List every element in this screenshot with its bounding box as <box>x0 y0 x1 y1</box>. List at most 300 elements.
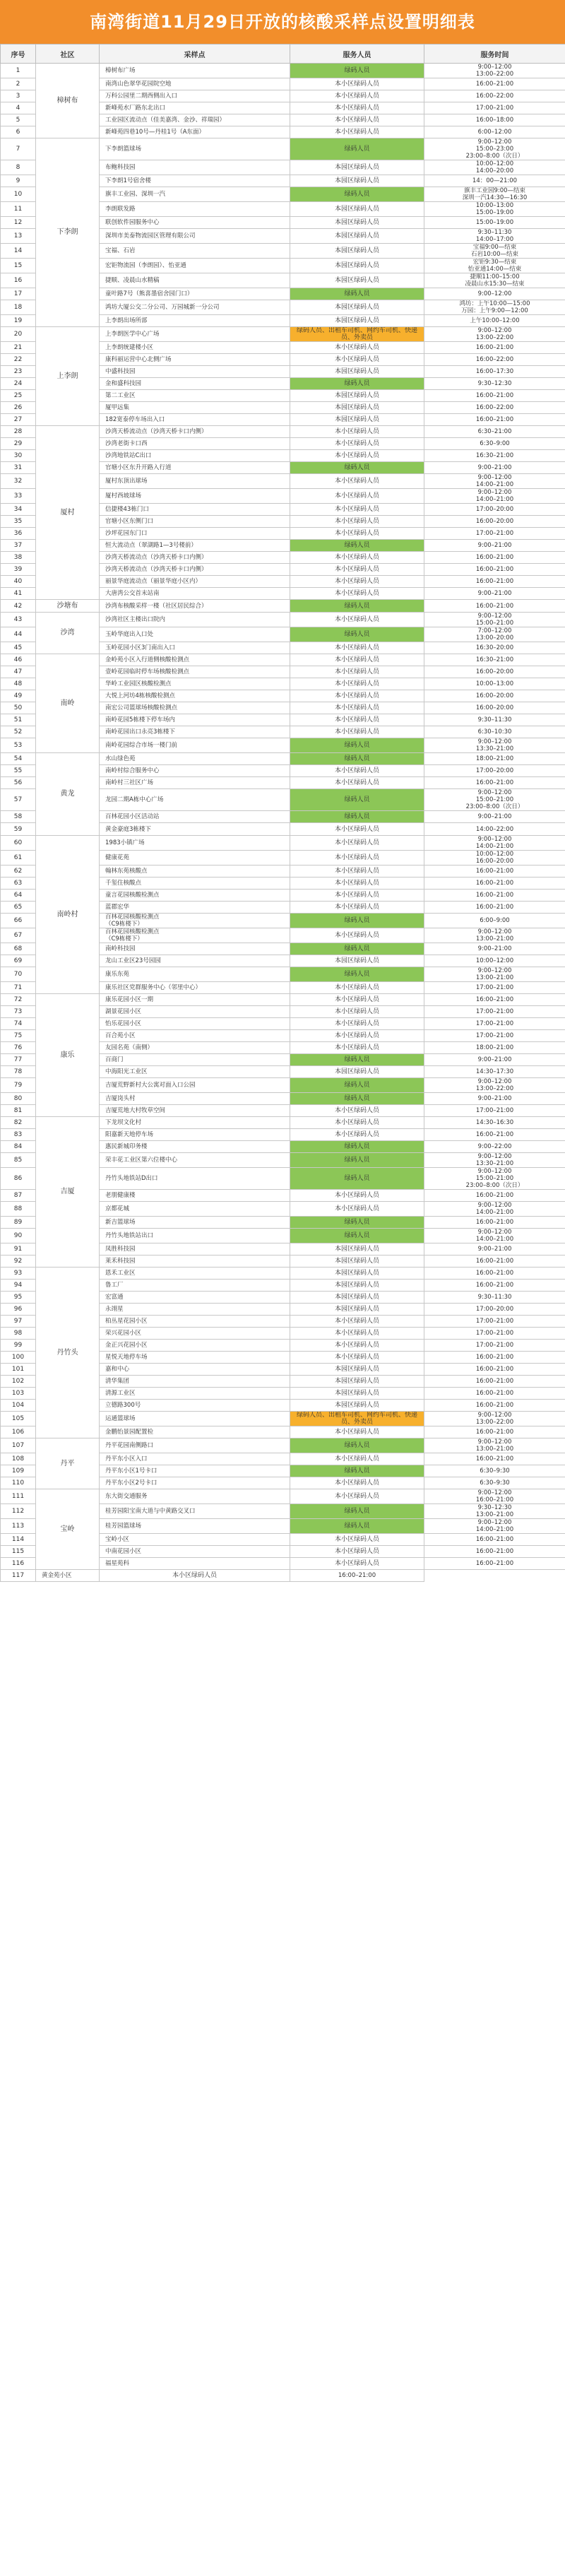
service-staff: 本小区绿码人员 <box>100 1570 290 1582</box>
site-name: 清源工业区 <box>100 1388 290 1400</box>
service-staff: 绿码人员 <box>290 1438 424 1453</box>
service-staff: 本园区绿码人员 <box>290 1376 424 1388</box>
service-staff: 本小区绿码人员 <box>290 1426 424 1438</box>
row-number: 115 <box>1 1546 36 1558</box>
table-row <box>1 654 565 666</box>
community-name: 吉厦 <box>36 1117 100 1268</box>
service-time: 17:00–21:00 <box>424 982 565 994</box>
row-number: 105 <box>1 1412 36 1426</box>
service-time: 10:00–13:00 15:00–19:00 <box>424 202 565 217</box>
service-staff: 本小区绿码人员 <box>290 690 424 702</box>
row-number: 100 <box>1 1352 36 1364</box>
site-name: 下李朗篮球场 <box>100 138 290 160</box>
site-name: 金和盛科技园 <box>100 378 290 390</box>
service-time: 9:00–12:00 14:00–21:00 <box>424 1229 565 1243</box>
site-name: 阳嘉新天地停车场 <box>100 1129 290 1141</box>
service-time: 9:00–21:00 <box>424 1243 565 1255</box>
service-staff: 本园区绿码人员 <box>290 1388 424 1400</box>
service-time: 9:00–12:00 14:00–21:00 <box>424 474 565 489</box>
service-time: 16:00–21:00 <box>424 552 565 564</box>
row-number: 66 <box>1 914 36 928</box>
row-number: 52 <box>1 726 36 738</box>
table-header-row <box>1 45 565 64</box>
service-time: 6:30–9:30 <box>424 1465 565 1477</box>
site-name: 金正兴花园小区 <box>100 1340 290 1352</box>
service-time: 16:00–21:00 <box>424 1129 565 1141</box>
service-staff: 本小区绿码人员 <box>290 528 424 540</box>
site-name: 莱禾科技园 <box>100 1255 290 1268</box>
table-row <box>1 64 565 78</box>
service-time: 16:00–21:00 <box>424 1190 565 1202</box>
site-name: 老朋健康楼 <box>100 1190 290 1202</box>
service-time: 16:00–17:30 <box>424 366 565 378</box>
service-staff: 本小区绿码人员 <box>290 1558 424 1570</box>
service-staff: 本小区绿码人员 <box>290 1453 424 1465</box>
site-name: 百合苑小区 <box>100 1030 290 1042</box>
service-time: 16:00–21:00 <box>424 902 565 914</box>
site-name: 宏钜物流园（李朗园）、怡亚通 <box>100 259 290 273</box>
site-name: 捷顺、凌晨山水精稿 <box>100 273 290 288</box>
service-staff: 本园区绿码人员 <box>290 366 424 378</box>
service-time: 16:00–21:00 <box>424 1453 565 1465</box>
site-name: 丹平东小区1号卡口 <box>100 1465 290 1477</box>
site-name: 大悦上河坊4栋核酸检测点 <box>100 690 290 702</box>
site-name: 厦村西坡球场 <box>100 489 290 504</box>
site-name: 沙湾布核酸采样一楼（社区居民综合） <box>100 600 290 613</box>
row-number: 19 <box>1 315 36 327</box>
row-number: 107 <box>1 1438 36 1453</box>
table-row <box>1 1489 565 1504</box>
header-staff: 服务人员 <box>290 45 424 64</box>
service-time: 9:00–12:00 16:00–21:00 <box>424 1489 565 1504</box>
site-name: 黄金苑小区 <box>36 1570 100 1582</box>
row-number: 109 <box>1 1465 36 1477</box>
service-time: 17:00–21:00 <box>424 1018 565 1030</box>
service-time: 16:00–21:00 <box>424 1352 565 1364</box>
service-staff: 本小区绿码人员 <box>290 1534 424 1546</box>
service-staff: 本小区绿码人员 <box>290 982 424 994</box>
service-time: 9:00–21:00 <box>424 540 565 552</box>
site-name: 南岭科技园 <box>100 943 290 955</box>
row-number: 59 <box>1 823 36 836</box>
community-name: 樟树布 <box>36 64 100 138</box>
table-row <box>1 600 565 613</box>
row-number: 65 <box>1 902 36 914</box>
row-number: 104 <box>1 1400 36 1412</box>
site-name: 黄金豪庭3栋楼下 <box>100 823 290 836</box>
service-time: 14:30–17:30 <box>424 1066 565 1078</box>
community-name: 南岭 <box>36 654 100 753</box>
row-number: 53 <box>1 738 36 753</box>
service-staff: 绿码人员 <box>290 64 424 78</box>
row-number: 40 <box>1 576 36 588</box>
table-row <box>1 753 565 765</box>
service-time: 15:00–19:00 <box>424 217 565 229</box>
service-staff: 绿码人员 <box>290 378 424 390</box>
service-staff: 本园区绿码人员 <box>290 202 424 217</box>
service-staff: 绿码人员 <box>290 187 424 202</box>
service-time: 16:00–20:00 <box>424 702 565 714</box>
row-number: 61 <box>1 851 36 865</box>
service-staff: 本小区绿码人员 <box>290 474 424 489</box>
service-time: 9:00–12:00 13:00–22:00 <box>424 64 565 78</box>
row-number: 54 <box>1 753 36 765</box>
row-number: 78 <box>1 1066 36 1078</box>
service-time: 17:00–21:00 <box>424 1030 565 1042</box>
site-name: 桂芳园阳宝南大道与中黄路交叉口 <box>100 1504 290 1519</box>
service-time: 16:00–21:00 <box>424 994 565 1006</box>
service-time: 17:00–20:00 <box>424 1304 565 1316</box>
service-staff: 本园区绿码人员 <box>290 1364 424 1376</box>
site-name: 清华集团 <box>100 1376 290 1388</box>
service-time: 16:00–20:00 <box>424 666 565 678</box>
service-staff: 本小区绿码人员 <box>290 576 424 588</box>
service-staff: 本园区绿码人员 <box>290 1292 424 1304</box>
row-number: 83 <box>1 1129 36 1141</box>
service-staff: 本小区绿码人员 <box>290 552 424 564</box>
community-name: 下李朗 <box>36 138 100 327</box>
site-name: 康科丽运营中心北侧广场 <box>100 354 290 366</box>
service-staff: 绿码人员 <box>290 627 424 642</box>
service-time: 16:00–21:00 <box>424 1534 565 1546</box>
community-name: 丹平 <box>36 1438 100 1489</box>
service-staff: 本小区绿码人员 <box>290 1030 424 1042</box>
row-number: 46 <box>1 654 36 666</box>
community-name: 上李朗 <box>36 327 100 426</box>
site-name: 恩禾工业区 <box>100 1268 290 1280</box>
row-number: 84 <box>1 1141 36 1153</box>
service-time: 9:30–11:30 <box>424 714 565 726</box>
service-time: 捷顺11:00–15:00 凌晨山水15:30—结束 <box>424 273 565 288</box>
row-number: 81 <box>1 1105 36 1117</box>
service-time: 17:00–20:00 <box>424 765 565 777</box>
site-name: 厦甲远集 <box>100 402 290 414</box>
site-name: 京都花城 <box>100 1202 290 1217</box>
site-name: 壹岭花园临时停车场核酸检测点 <box>100 666 290 678</box>
service-time: 10:00–12:00 14:00–20:00 <box>424 160 565 175</box>
service-staff: 本小区绿码人员 <box>290 878 424 890</box>
service-staff: 绿码人员 <box>290 1168 424 1190</box>
service-time: 6:30–9:00 <box>424 438 565 450</box>
row-number: 57 <box>1 789 36 811</box>
site-name: 东大街交通服务 <box>100 1489 290 1504</box>
service-time: 9:00–21:00 <box>424 1054 565 1066</box>
service-staff: 本小区绿码人员 <box>290 851 424 865</box>
row-number: 38 <box>1 552 36 564</box>
site-name: 华岭工业园区核酸检测点 <box>100 678 290 690</box>
row-number: 68 <box>1 943 36 955</box>
row-number: 94 <box>1 1280 36 1292</box>
service-staff: 本小区绿码人员 <box>290 1328 424 1340</box>
site-name: 翰林东苑核酸点 <box>100 865 290 878</box>
service-staff: 本小区绿码人员 <box>290 102 424 114</box>
service-staff: 本小区绿码人员 <box>290 450 424 462</box>
service-time: 16:00–21:00 <box>424 1400 565 1412</box>
site-name: 金鹏怡景园配置检 <box>100 1426 290 1438</box>
site-name: 健康花苑 <box>100 851 290 865</box>
service-staff: 绿码人员 <box>290 1465 424 1477</box>
site-name: 官塘小区东升开路入行道 <box>100 462 290 474</box>
service-time: 16:00–21:00 <box>424 890 565 902</box>
site-name: 厦村东顶出球场 <box>100 474 290 489</box>
site-name: 上李朗出场所部 <box>100 315 290 327</box>
row-number: 26 <box>1 402 36 414</box>
row-number: 80 <box>1 1093 36 1105</box>
row-number: 99 <box>1 1340 36 1352</box>
service-staff: 本小区绿码人员 <box>290 1117 424 1129</box>
row-number: 39 <box>1 564 36 576</box>
service-staff: 本小区绿码人员 <box>290 823 424 836</box>
row-number: 64 <box>1 890 36 902</box>
service-staff: 本小区绿码人员 <box>290 1190 424 1202</box>
service-time: 9:00–12:00 15:00–23:00 23:00–8:00（次日） <box>424 138 565 160</box>
service-staff: 绿码人员、出租车司机、网约车司机、快递员、外卖员 <box>290 1412 424 1426</box>
service-time: 鸿坊：上午10:00—15:00 万园：上午9:00—12:00 <box>424 300 565 315</box>
service-staff: 绿码人员 <box>290 943 424 955</box>
row-number: 62 <box>1 865 36 878</box>
site-name: 中海阳光工业区 <box>100 1066 290 1078</box>
row-number: 42 <box>1 600 36 613</box>
community-name: 厦村 <box>36 426 100 600</box>
service-staff: 绿码人员 <box>290 914 424 928</box>
site-name: 沙湾天桥流动点（沙湾天桥卡口内侧） <box>100 564 290 576</box>
service-time: 16:00–21:00 <box>424 342 565 354</box>
row-number: 44 <box>1 627 36 642</box>
service-staff: 绿码人员 <box>290 1504 424 1519</box>
service-staff: 绿码人员 <box>290 789 424 811</box>
site-name: 南宏公司篮球场核酸检测点 <box>100 702 290 714</box>
row-number: 2 <box>1 78 36 90</box>
service-staff: 本园区绿码人员 <box>290 402 424 414</box>
site-name: 康乐社区党群服务中心（邻里中心） <box>100 982 290 994</box>
row-number: 32 <box>1 474 36 489</box>
table-row <box>1 1438 565 1453</box>
row-number: 48 <box>1 678 36 690</box>
site-name: 柏丛星花园小区 <box>100 1316 290 1328</box>
site-name: 官塘小区东侧门口 <box>100 516 290 528</box>
service-staff: 本小区绿码人员 <box>290 890 424 902</box>
site-name: 下龙坝文化村 <box>100 1117 290 1129</box>
site-name: 恒大流动点（翠湖路1—3号楼前） <box>100 540 290 552</box>
service-time: 10:00–12:00 <box>424 955 565 967</box>
service-staff: 本小区绿码人员 <box>290 438 424 450</box>
service-time: 16:00–21:00 <box>424 564 565 576</box>
site-name: 龙山工业区23号园园 <box>100 955 290 967</box>
service-time: 16:00–21:00 <box>424 777 565 789</box>
service-time: 9:30–11:30 <box>424 1292 565 1304</box>
table-row <box>1 836 565 851</box>
row-number: 112 <box>1 1504 36 1519</box>
site-name: 丹竹头地铁站出口 <box>100 1229 290 1243</box>
site-name: 康乐东苑 <box>100 967 290 982</box>
site-name: 中南花园小区 <box>100 1546 290 1558</box>
service-time: 9:00–12:00 14:00–21:00 <box>424 836 565 851</box>
service-time: 16:00–21:00 <box>424 576 565 588</box>
site-name: 吉厦荒野新村大公寓对面入口公园 <box>100 1078 290 1093</box>
site-name: 1983小镇广场 <box>100 836 290 851</box>
site-name: 南湾山色翠华花园院空地 <box>100 78 290 90</box>
service-staff: 本小区绿码人员 <box>290 1129 424 1141</box>
community-name: 丹竹头 <box>36 1268 100 1438</box>
service-time: 18:00–21:00 <box>424 1042 565 1054</box>
community-name: 黄龙 <box>36 753 100 836</box>
site-name: 金岭苑小区入行道侧核酸检测点 <box>100 654 290 666</box>
row-number: 101 <box>1 1364 36 1376</box>
service-time: 17:00–21:00 <box>424 1006 565 1018</box>
site-name: 丽景华庭流动点（丽景华庭小区内） <box>100 576 290 588</box>
row-number: 9 <box>1 175 36 187</box>
service-time: 16:30–20:00 <box>424 642 565 654</box>
row-number: 30 <box>1 450 36 462</box>
service-staff: 绿码人员 <box>290 540 424 552</box>
service-time: 14:30–16:30 <box>424 1117 565 1129</box>
service-time: 16:00–21:00 <box>424 1280 565 1292</box>
community-name: 南岭村 <box>36 836 100 994</box>
row-number: 15 <box>1 259 36 273</box>
service-staff: 本园区绿码人员 <box>290 259 424 273</box>
row-number: 33 <box>1 489 36 504</box>
service-time: 16:00–21:00 <box>424 414 565 426</box>
row-number: 93 <box>1 1268 36 1280</box>
community-name: 宝岭 <box>36 1489 100 1570</box>
service-time: 17:00–21:00 <box>424 102 565 114</box>
service-staff: 本小区绿码人员 <box>290 1316 424 1328</box>
service-staff: 本小区绿码人员 <box>290 1489 424 1504</box>
row-number: 24 <box>1 378 36 390</box>
community-name: 沙塘布 <box>36 600 100 613</box>
row-number: 43 <box>1 613 36 627</box>
site-name: 万科公园里二期西侧出入口 <box>100 90 290 102</box>
service-staff: 本园区绿码人员 <box>290 273 424 288</box>
service-staff: 本小区绿码人员 <box>290 726 424 738</box>
service-time: 16:00–21:00 <box>424 1546 565 1558</box>
service-staff: 绿码人员 <box>290 600 424 613</box>
row-number: 113 <box>1 1519 36 1534</box>
site-name: 百林花园核酸检测点 （C9栋楼下） <box>100 928 290 943</box>
site-name: 鸿坊大厦公交二分公司、万园城新一分公司 <box>100 300 290 315</box>
service-time: 9:00–12:00 13:00–21:00 <box>424 1438 565 1453</box>
service-staff: 本园区绿码人员 <box>290 1066 424 1078</box>
header-site: 采样点 <box>100 45 290 64</box>
site-name: 丹平东小区2号卡口 <box>100 1477 290 1489</box>
site-name: 李朗联发路 <box>100 202 290 217</box>
row-number: 116 <box>1 1558 36 1570</box>
row-number: 6 <box>1 126 36 138</box>
service-staff: 本小区绿码人员 <box>290 564 424 576</box>
service-time: 9:00–21:00 <box>424 1093 565 1105</box>
service-staff: 本小区绿码人员 <box>290 1352 424 1364</box>
site-name: 182宽泰停车场出入口 <box>100 414 290 426</box>
service-staff: 绿码人员 <box>290 1093 424 1105</box>
service-time: 17:00–21:00 <box>424 1328 565 1340</box>
row-number: 63 <box>1 878 36 890</box>
row-number: 103 <box>1 1388 36 1400</box>
site-name: 湖景花园小区 <box>100 1006 290 1018</box>
sampling-sites-table <box>0 44 565 1582</box>
row-number: 72 <box>1 994 36 1006</box>
site-name: 联创软件园服务中心 <box>100 217 290 229</box>
row-number: 16 <box>1 273 36 288</box>
row-number: 5 <box>1 114 36 126</box>
service-time: 10:00–13:00 <box>424 678 565 690</box>
service-staff: 本园区绿码人员 <box>290 414 424 426</box>
service-time: 6:30–21:00 <box>424 426 565 438</box>
table-row <box>1 1268 565 1280</box>
row-number: 58 <box>1 811 36 823</box>
service-staff: 本小区绿码人员 <box>290 765 424 777</box>
site-name: 鲁工厂 <box>100 1280 290 1292</box>
service-staff: 本园区绿码人员 <box>290 217 424 229</box>
site-name: 沙湾天桥流动点（沙湾天桥卡口内侧） <box>100 426 290 438</box>
service-staff: 本园区绿码人员 <box>290 1243 424 1255</box>
service-time: 9:30–11:30 14:00–17:00 <box>424 229 565 244</box>
service-staff: 本小区绿码人员 <box>290 78 424 90</box>
row-number: 17 <box>1 288 36 300</box>
row-number: 22 <box>1 354 36 366</box>
row-number: 95 <box>1 1292 36 1304</box>
service-staff: 本小区绿码人员 <box>290 777 424 789</box>
table-row <box>1 426 565 438</box>
service-time: 宏钜9:30—结束 怡亚通14:00—结束 <box>424 259 565 273</box>
site-name: 丹平东小区入口 <box>100 1453 290 1465</box>
table-row <box>1 1117 565 1129</box>
service-time: 17:00–21:00 <box>424 528 565 540</box>
service-time: 16:00–21:00 <box>424 600 565 613</box>
site-name: 大唐湾公交首末站南 <box>100 588 290 600</box>
table-row <box>1 138 565 160</box>
service-time: 9:00–21:00 <box>424 943 565 955</box>
site-name: 沙湾地铁站C出口 <box>100 450 290 462</box>
row-number: 12 <box>1 217 36 229</box>
site-name: 百林花园核酸检测点 （C9栋楼下） <box>100 914 290 928</box>
service-staff: 绿码人员、出租车司机、网约车司机、快递员、外卖员 <box>290 327 424 342</box>
service-staff: 绿码人员 <box>290 1141 424 1153</box>
service-time: 9:00–12:00 13:30–21:00 <box>424 738 565 753</box>
row-number: 41 <box>1 588 36 600</box>
row-number: 70 <box>1 967 36 982</box>
row-number: 10 <box>1 187 36 202</box>
site-name: 南岭花园5栋楼下停车场内 <box>100 714 290 726</box>
site-name: 宏富通 <box>100 1292 290 1304</box>
service-time: 16:00–22:00 <box>424 402 565 414</box>
service-time: 16:00–21:00 <box>424 78 565 90</box>
header-community: 社区 <box>36 45 100 64</box>
row-number: 85 <box>1 1153 36 1168</box>
site-name: 星悦天地停车场 <box>100 1352 290 1364</box>
community-name: 康乐 <box>36 994 100 1117</box>
service-time: 9:00–12:00 15:00–21:00 <box>424 613 565 627</box>
site-name: 永翊星 <box>100 1304 290 1316</box>
service-staff: 本小区绿码人员 <box>290 1477 424 1489</box>
site-name: 工业园区流动点（佳美嘉湾、金沙、祥瑞园） <box>100 114 290 126</box>
row-number: 37 <box>1 540 36 552</box>
site-name: 蓝郡宏华 <box>100 902 290 914</box>
site-name: 玉岭华庭出入口处 <box>100 627 290 642</box>
service-staff: 本小区绿码人员 <box>290 865 424 878</box>
site-name: 千玺住核酸点 <box>100 878 290 890</box>
site-name: 南岭村三社区广场 <box>100 777 290 789</box>
row-number: 108 <box>1 1453 36 1465</box>
site-name: 运通篮球场 <box>100 1412 290 1426</box>
service-time: 17:00–21:00 <box>424 1105 565 1117</box>
row-number: 87 <box>1 1190 36 1202</box>
site-name: 荣兴花园小区 <box>100 1328 290 1340</box>
page-title: 南湾街道11月29日开放的核酸采样点设置明细表 <box>0 0 565 44</box>
service-staff: 本小区绿码人员 <box>290 90 424 102</box>
service-time: 16:00–20:00 <box>424 516 565 528</box>
service-time: 6:00–9:00 <box>424 914 565 928</box>
site-name: 吉厦岗头村 <box>100 1093 290 1105</box>
